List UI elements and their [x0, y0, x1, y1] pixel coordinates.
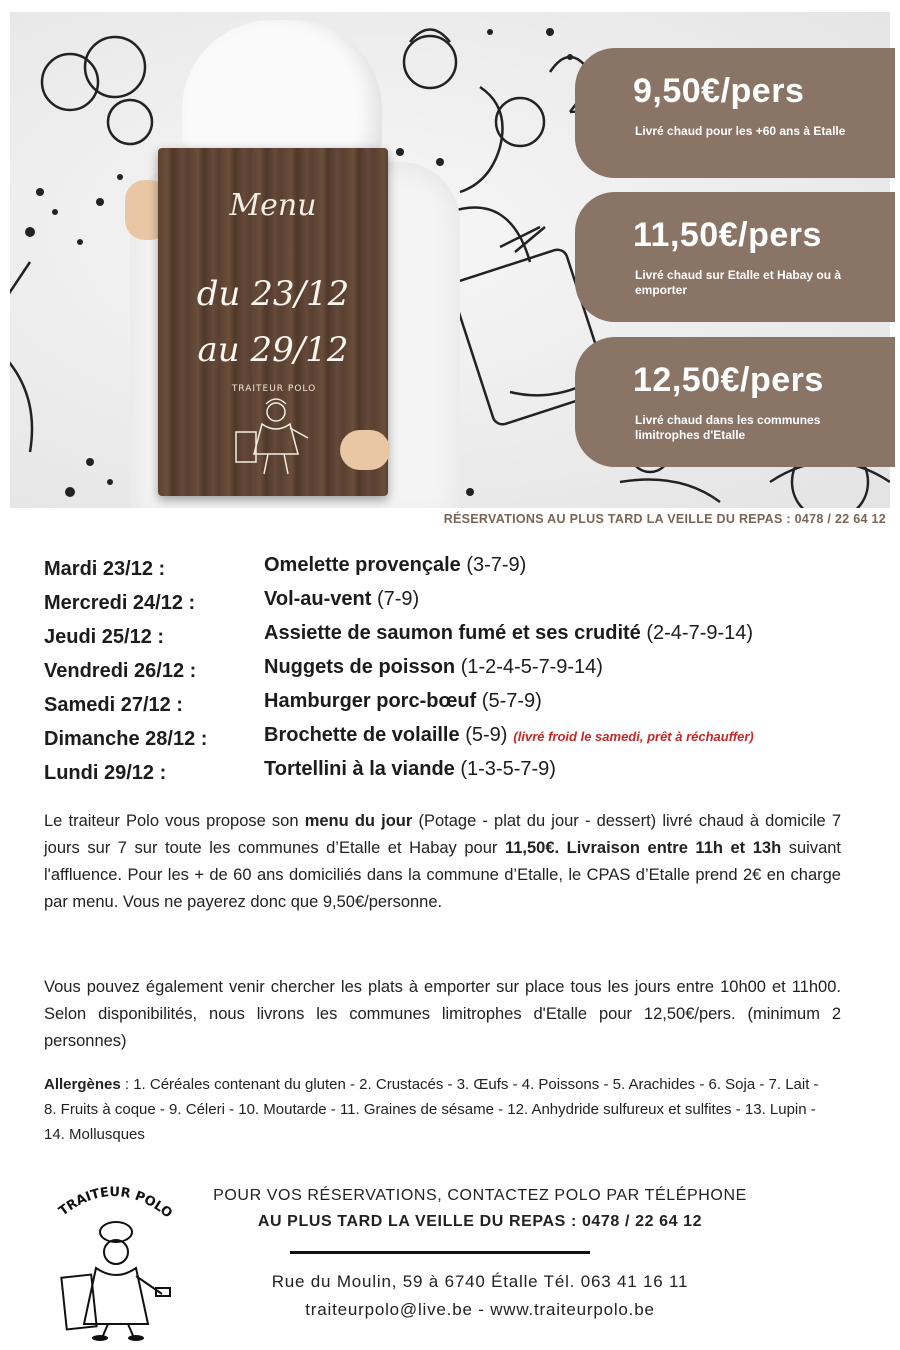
menu-dish	[264, 656, 603, 679]
dish-name: Brochette de volaille	[264, 724, 460, 746]
intro-text: suivant l'affluence. Pour les + de 60 ans domiciliés dans la commune d’Etalle, le CPAS d’Etalle prend 2€ en charge par menu. Vous ne payerez donc que 9,50€/personne.	[44, 839, 842, 911]
board-dates	[158, 266, 388, 378]
menu-day: Mercredi 24/12 :	[44, 592, 196, 614]
menu-dish	[264, 622, 753, 645]
menu-day: Samedi 27/12 :	[44, 694, 183, 716]
menu-row	[44, 724, 884, 758]
dish-allergens: (2-4-7-9-14)	[646, 622, 754, 644]
menu-dish	[264, 588, 419, 611]
chef-logo-icon	[44, 1172, 184, 1342]
price-description: Livré chaud dans les communes limitrophes d'Etalle	[635, 413, 821, 442]
price-description: Livré chaud sur Etalle et Habay ou à emporter	[635, 268, 842, 297]
menu-day: Vendredi 26/12 :	[44, 660, 197, 682]
board-menu-title: Menu	[229, 188, 317, 223]
chef-logo-icon	[228, 398, 318, 478]
footer-address: Rue du Moulin, 59 à 6740 Étalle Tél. 063 41 16 11	[271, 1272, 689, 1291]
menu-row	[44, 656, 884, 690]
price-card-60-plus	[575, 48, 895, 178]
price-card-standard	[575, 192, 895, 322]
dish-allergens: (5-9)	[465, 724, 508, 746]
footer-contact-line: POUR VOS RÉSERVATIONS, CONTACTEZ POLO PAR TÉLÉPHONE	[213, 1187, 747, 1204]
dish-allergens: (5-7-9)	[481, 690, 542, 712]
intro-text: (Potage - plat du jour - dessert) livré chaud à domicile 7 jours sur 7 sur toute les communes d’Etalle et Habay pour	[44, 812, 841, 857]
menu-day: Dimanche 28/12 :	[44, 728, 208, 750]
price-amount: 12,50€/pers	[633, 361, 824, 399]
dish-name: Tortellini à la viande	[264, 758, 455, 780]
menu-dish	[264, 724, 754, 747]
dish-allergens: (7-9)	[376, 588, 420, 610]
chef-hand-right	[340, 430, 390, 470]
dish-name: Assiette de saumon fumé et ses crudité	[264, 622, 641, 644]
menu-day: Jeudi 25/12 :	[44, 626, 165, 648]
price-amount: 9,50€/pers	[633, 72, 805, 110]
board-date-from: du 23/12	[196, 274, 350, 314]
menu-day: Lundi 29/12 :	[44, 762, 167, 784]
price-card-neighbouring	[575, 337, 895, 467]
menu-row	[44, 758, 884, 792]
footer-divider	[290, 1251, 590, 1254]
takeaway-paragraph: Vous pouvez également venir chercher les plats à emporter sur place tous les jours entre 10h00 et 11h00. Selon disponibilités, nous livrons les communes limitrophes d'Etalle pour 12,50€/pers. (minimum 2 personnes)	[44, 978, 841, 1050]
board-date-to: au 29/12	[197, 330, 349, 370]
price-amount: 11,50€/pers	[633, 216, 822, 254]
menu-row	[44, 622, 884, 656]
reservation-banner: RÉSERVATIONS AU PLUS TARD LA VEILLE DU REPAS : 0478 / 22 64 12	[443, 512, 886, 526]
price-description: Livré chaud pour les +60 ans à Etalle	[635, 124, 846, 138]
intro-text: Le traiteur Polo vous propose son	[44, 812, 305, 830]
dish-name: Hamburger porc-bœuf	[264, 690, 477, 712]
menu-dish	[264, 554, 526, 577]
intro-highlight-menu: menu du jour	[304, 812, 413, 830]
footer-deadline-line: AU PLUS TARD LA VEILLE DU REPAS : 0478 / 22 64 12	[257, 1213, 703, 1230]
menu-day: Mardi 23/12 :	[44, 558, 166, 580]
menu-row	[44, 554, 884, 588]
intro-highlight-delivery: 11,50€. Livraison entre 11h et 13h	[504, 839, 782, 857]
dish-name: Vol-au-vent	[264, 588, 372, 610]
dish-name: Omelette provençale	[264, 554, 461, 576]
allergens-legend	[44, 1072, 834, 1147]
footer-email-website: traiteurpolo@live.be - www.traiteurpolo.be	[305, 1300, 655, 1319]
menu-dish	[264, 690, 542, 713]
dish-allergens: (1-2-4-5-7-9-14)	[460, 656, 603, 678]
menu-row	[44, 690, 884, 724]
dish-allergens: (3-7-9)	[466, 554, 527, 576]
footer-logo-text: TRAITEUR POLO	[56, 1184, 175, 1222]
svg-text:TRAITEUR POLO	[56, 1185, 175, 1222]
allergens-text: : 1. Céréales contenant du gluten - 2. Crustacés - 3. Œufs - 4. Poissons - 5. Arachides - 6. Soja - 7. Lait - 8. Fruits à coque - 9. Céleri - 10. Moutarde - 11. Graines de sésame - 12. Anhydride sulfureux et sulfites - 13. Lupin - 14. Mollusques	[44, 1076, 819, 1143]
dish-note: (livré froid le samedi, prêt à réchauffer)	[513, 729, 754, 744]
dish-name: Nuggets de poisson	[264, 656, 456, 678]
menu-row	[44, 588, 884, 622]
dish-allergens: (1-3-5-7-9)	[460, 758, 556, 780]
traiteur-polo-logo	[44, 1172, 184, 1346]
board-logo-text: TRAITEUR POLO	[231, 384, 317, 394]
allergens-label: Allergènes	[44, 1076, 121, 1093]
weekly-menu-list	[44, 554, 884, 792]
intro-paragraph	[44, 808, 841, 916]
menu-dish	[264, 758, 556, 781]
